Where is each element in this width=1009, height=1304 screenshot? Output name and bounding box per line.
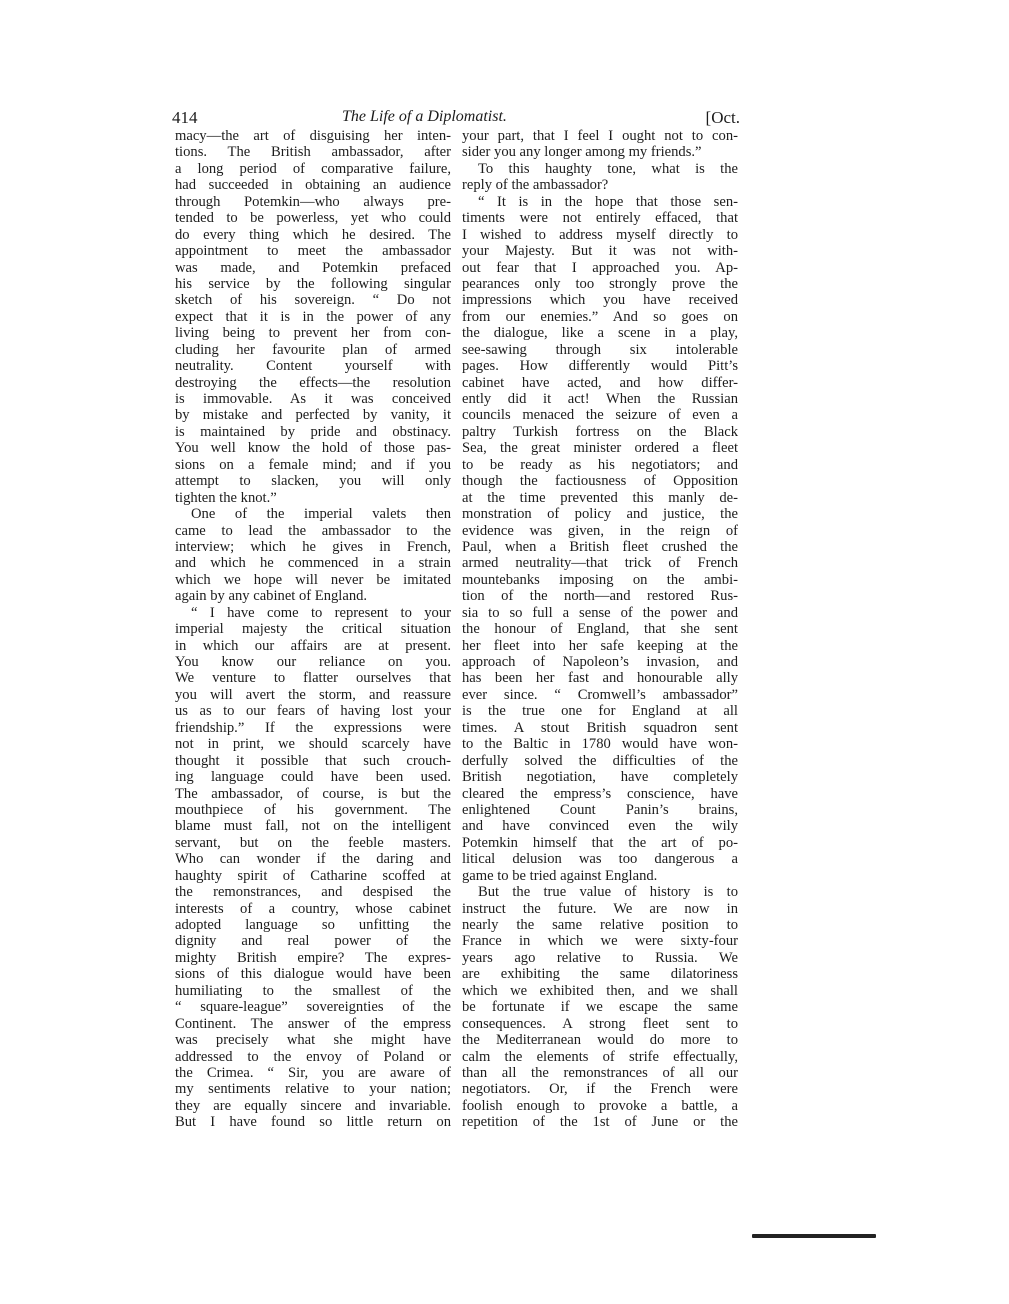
text-line: appointment to meet the ambassador <box>175 243 451 260</box>
issue-month: [Oct. <box>705 108 740 127</box>
text-line: was precisely what she might have <box>175 1032 451 1049</box>
text-line: servant, but on the feeble masters. <box>175 834 451 851</box>
text-line: attempt to slacken, you will only <box>175 473 451 490</box>
text-line: The ambassador, of course, is but the <box>175 785 451 802</box>
text-line: tighten the knot.” <box>175 489 277 506</box>
text-line: Potemkin himself that the art of po- <box>462 834 738 851</box>
text-line: haughty spirit of Catharine scoffed at <box>175 867 451 884</box>
text-line: paltry Turkish fortress on the Black <box>462 423 738 440</box>
text-line: “ I have come to represent to your <box>191 604 451 621</box>
text-line: tion of the north—and restored Rus- <box>462 588 738 605</box>
text-line: sider you any longer among my friends.” <box>462 144 702 161</box>
text-line: from our enemies.” And so goes on <box>462 308 738 325</box>
text-line: repetition of the 1st of June or the <box>462 1114 738 1131</box>
text-line: cluding her favourite plan of armed <box>175 341 451 358</box>
text-line: not in print, we should scarcely have <box>175 736 451 753</box>
text-line: to be ready as his negotiators; and <box>462 456 738 473</box>
text-line: foolish enough to provoke a battle, a <box>462 1097 738 1114</box>
text-line: reply of the ambassador? <box>462 177 609 194</box>
text-line: mouthpiece of his government. The <box>175 801 451 818</box>
text-line: cleared the empress’s conscience, have <box>462 785 738 802</box>
text-line: sia to so full a sense of the power and <box>462 604 738 621</box>
text-line: is maintained by pride and obstinacy. <box>175 423 451 440</box>
text-line: interests of a country, whose cabinet <box>175 900 451 917</box>
text-line: sketch of his sovereign. “ Do not <box>175 292 451 309</box>
text-line: again by any cabinet of England. <box>175 588 368 605</box>
text-line: litical delusion was too dangerous a <box>462 851 738 868</box>
text-line: pages. How differently would Pitt’s <box>462 358 738 375</box>
text-line: consequences. A strong fleet sent to <box>462 1015 738 1032</box>
text-line: imperial majesty the critical situation <box>175 621 451 638</box>
text-line: mighty British empire? The expres- <box>175 949 451 966</box>
text-line: the dialogue, like a scene in a play, <box>462 325 738 342</box>
text-line: your part, that I feel I ought not to con- <box>462 128 738 144</box>
text-line: the Mediterranean would do more to <box>462 1032 738 1049</box>
text-line: British negotiation, have completely <box>462 769 738 786</box>
text-line: neutrality. Content yourself with <box>175 358 451 375</box>
text-line: are exhibiting the same dilatoriness <box>462 966 738 983</box>
text-line: do every thing which he desired. The <box>175 226 451 243</box>
text-line: adopted language so unfitting the <box>175 917 451 933</box>
text-line: by mistake and perfected by vanity, it <box>175 407 451 424</box>
text-line: instruct the future. We are now in <box>462 900 738 917</box>
text-line: Continent. The answer of the empress <box>175 1015 451 1032</box>
text-line: came to lead the ambassador to the <box>175 522 451 539</box>
text-line: “ It is in the hope that those sen- <box>478 193 738 210</box>
text-line: is immovable. As it was conceived <box>175 391 451 407</box>
text-line: “ square-league” sovereignties of the <box>175 999 451 1016</box>
text-line: though the factiousness of Opposition <box>462 473 738 490</box>
text-line: to the Baltic in 1780 would have won- <box>462 736 738 753</box>
text-line: a long period of comparative failure, <box>175 160 451 177</box>
text-line: calm the elements of strife effectually, <box>462 1048 738 1065</box>
text-line: timents were not entirely effaced, that <box>462 210 738 227</box>
text-line: is the true one for England at all <box>462 703 738 720</box>
text-line: see-sawing through six intolerable <box>462 341 738 358</box>
text-line: Paul, when a British fleet crushed the <box>462 538 738 555</box>
text-line: years ago relative to Russia. We <box>462 949 738 966</box>
text-line: through Potemkin—who always pre- <box>175 193 451 210</box>
text-line: had succeeded in obtaining an audience <box>175 177 451 194</box>
text-line: interview; which he gives in French, <box>175 538 451 555</box>
text-line: your Majesty. But it was not with- <box>462 243 738 260</box>
text-line: in which our affairs are at present. <box>175 637 451 654</box>
text-line: they are equally sincere and invariable. <box>175 1097 451 1114</box>
text-line: out fear that I approached you. Ap- <box>462 259 738 276</box>
text-line: my sentiments relative to your nation; <box>175 1081 451 1098</box>
text-line: tions. The British ambassador, after <box>175 144 451 161</box>
right-text-column <box>462 128 738 1131</box>
text-line: monstration of policy and justice, the <box>462 506 738 523</box>
text-line: thought it possible that such crouch- <box>175 752 451 769</box>
text-line: We venture to flatter ourselves that <box>175 670 451 687</box>
text-line: To this haughty tone, what is the <box>478 160 738 177</box>
text-line: friendship.” If the expressions were <box>175 719 451 736</box>
text-line: than all the remonstrances of all our <box>462 1064 738 1081</box>
text-line: destroying the effects—the resolution <box>175 374 451 391</box>
text-line: nearly the same relative position to <box>462 917 738 933</box>
text-line: blame must fall, not on the intelligent <box>175 818 451 835</box>
text-line: negotiators. Or, if the French were <box>462 1081 738 1098</box>
text-line: You know our reliance on you. <box>175 654 451 670</box>
text-line: the honour of England, that she sent <box>462 621 738 638</box>
text-line: You well know the hold of those pas- <box>175 440 451 457</box>
running-title: The Life of a Diplomatist. <box>342 108 507 125</box>
text-line: approach of Napoleon’s invasion, and <box>462 654 738 670</box>
text-line: has been her fast and honourable ally <box>462 670 738 687</box>
text-line: Who can wonder if the daring and <box>175 851 451 868</box>
page-number: 414 <box>172 108 198 127</box>
text-line: macy—the art of disguising her inten- <box>175 128 451 144</box>
text-line: Sea, the great minister ordered a fleet <box>462 440 738 457</box>
text-line: which we exhibited then, and we shall <box>462 982 738 999</box>
text-line: and which he commenced in a strain <box>175 555 451 572</box>
text-line: dignity and real power of the <box>175 933 451 950</box>
text-line: addressed to the envoy of Poland or <box>175 1048 451 1065</box>
text-line: derfully solved the difficulties of the <box>462 752 738 769</box>
text-line: mountebanks imposing on the ambi- <box>462 571 738 588</box>
text-line: living being to prevent her from con- <box>175 325 451 342</box>
text-line: I wished to address myself directly to <box>462 226 738 243</box>
text-line: his service by the following singular <box>175 275 451 292</box>
text-line: her fleet into her safe keeping at the <box>462 637 738 654</box>
left-text-column <box>175 128 451 1131</box>
text-line: us as to our fears of having lost your <box>175 703 451 720</box>
text-line: One of the imperial valets then <box>191 506 451 523</box>
text-line: armed neutrality—that trick of French <box>462 555 738 572</box>
text-line: evidence was given, in the reign of <box>462 522 738 539</box>
text-line: sions on a female mind; and if you <box>175 456 451 473</box>
text-line: the Crimea. “ Sir, you are aware of <box>175 1064 451 1081</box>
text-line: But I have found so little return on <box>175 1114 451 1131</box>
text-line: cabinet have acted, and how differ- <box>462 374 738 391</box>
text-line: ing language could have been used. <box>175 769 451 786</box>
text-line: at the time prevented this manly de- <box>462 489 738 506</box>
text-line: France in which we were sixty-four <box>462 933 738 950</box>
text-line: pearances only too strongly prove the <box>462 275 738 292</box>
text-line: be fortunate if we escape the same <box>462 999 738 1016</box>
text-line: game to be tried against England. <box>462 867 658 884</box>
text-line: ever since. “ Cromwell’s ambassador” <box>462 686 738 703</box>
text-line: enlightened Count Panin’s brains, <box>462 801 738 818</box>
footer-rule <box>752 1234 876 1238</box>
text-line: councils menaced the seizure of even a <box>462 407 738 424</box>
text-line: humiliating to the smallest of the <box>175 982 451 999</box>
text-line: times. A stout British squadron sent <box>462 719 738 736</box>
text-line: But the true value of history is to <box>478 884 738 901</box>
page-header <box>172 108 740 130</box>
text-line: was made, and Potemkin prefaced <box>175 259 451 276</box>
text-line: the remonstrances, and despised the <box>175 884 451 901</box>
text-line: tended to be powerless, yet who could <box>175 210 451 227</box>
text-line: ently did it act! When the Russian <box>462 391 738 407</box>
text-line: and have convinced even the wily <box>462 818 738 835</box>
text-line: impressions which you have received <box>462 292 738 309</box>
text-line: you will avert the storm, and reassure <box>175 686 451 703</box>
text-line: which we hope will never be imitated <box>175 571 451 588</box>
text-line: expect that it is in the power of any <box>175 308 451 325</box>
text-line: sions of this dialogue would have been <box>175 966 451 983</box>
